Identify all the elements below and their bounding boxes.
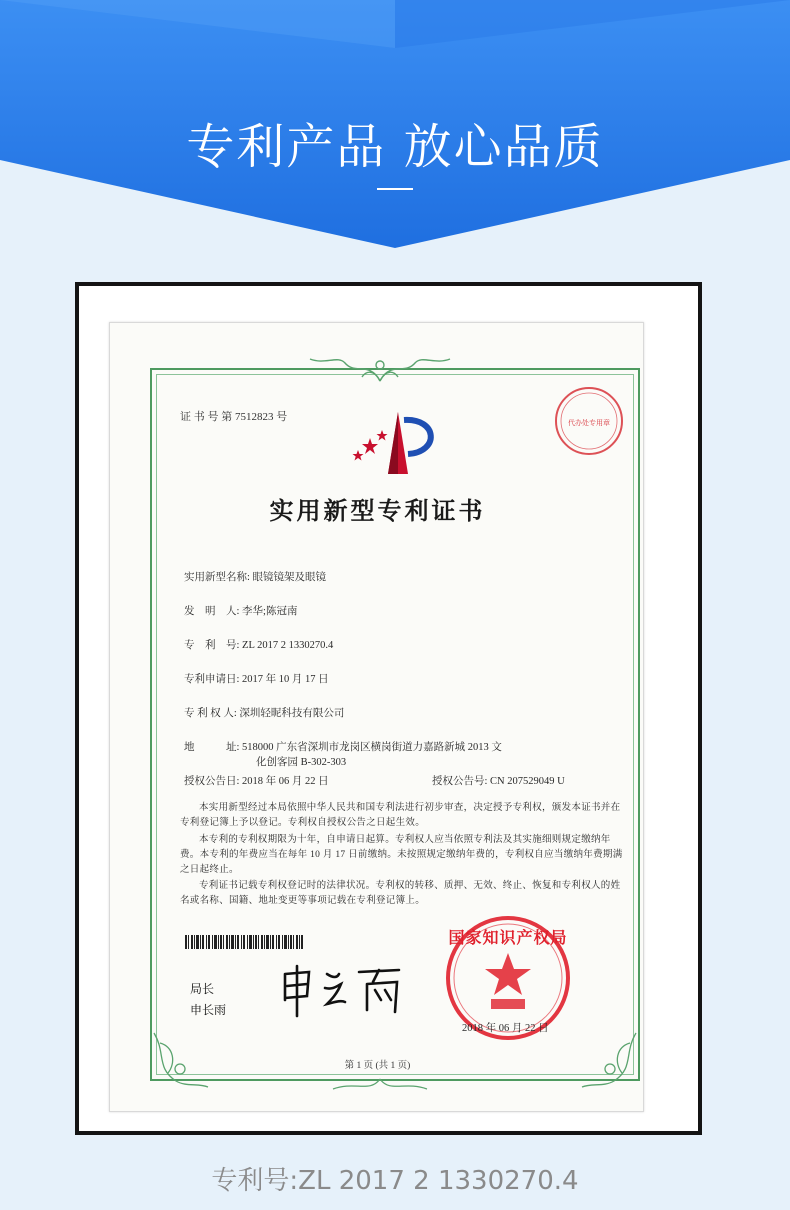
title-underline <box>377 188 413 190</box>
field-owner-value: 深圳轻昵科技有限公司 <box>239 708 345 719</box>
handwritten-signature-icon <box>275 960 405 1020</box>
signature-role: 局长 <box>190 982 215 996</box>
field-inventor <box>184 603 297 618</box>
seal-text: 国家知识产权局 <box>448 928 568 947</box>
field-grant-date-value: 2018 年 06 月 22 日 <box>242 776 329 787</box>
field-owner-label: 专 利 权 人: <box>184 708 237 719</box>
agency-stamp-icon <box>551 383 627 459</box>
field-address-value-line1: 518000 广东省深圳市龙岗区横岗街道力嘉路新城 2013 文 <box>242 742 502 753</box>
paragraph-1: 本实用新型经过本局依照中华人民共和国专利法进行初步审查，决定授予专利权，颁发本证书并在专利登记簿上予以登记。专利权自授权公告之日起生效。 <box>180 803 621 828</box>
top-ornament <box>300 351 460 385</box>
field-apply-date-value: 2017 年 10 月 17 日 <box>242 674 329 685</box>
field-patent-number-value: ZL 2017 2 1330270.4 <box>242 640 334 651</box>
bottom-ornament <box>325 1075 435 1097</box>
field-apply-date <box>184 671 329 686</box>
field-name <box>184 569 326 584</box>
banner-title: 专利产品 放心品质 <box>186 119 604 175</box>
signature-name: 申长雨 <box>190 1003 227 1017</box>
barcode-icon <box>185 935 303 949</box>
field-grant-number <box>432 773 565 788</box>
top-banner <box>0 0 790 250</box>
paragraph-3: 专利证书记载专利权登记时的法律状况。专利权的转移、质押、无效、终止、恢复和专利权人的姓名或名称、国籍、地址变更等事项记载在专利登记簿上。 <box>180 881 621 906</box>
field-grant-number-label: 授权公告号: <box>432 776 488 787</box>
field-owner <box>184 705 344 720</box>
paragraph-2: 本专利的专利权期限为十年，自申请日起算。专利权人应当依照专利法及其实施细则规定缴纳年费。本专利的年费应当在每年 10 月 17 日前缴纳。未按照规定缴纳年费的，专利权自应当缴纳年费期满之日起终止。 <box>180 835 623 875</box>
field-name-value: 眼镜镜架及眼镜 <box>252 572 327 583</box>
field-apply-date-label: 专利申请日: <box>184 674 240 685</box>
field-grant-date-label: 授权公告日: <box>184 776 240 787</box>
certificate-frame <box>75 282 702 1135</box>
field-name-label: 实用新型名称: <box>184 572 250 583</box>
certificate-title: 实用新型专利证书 <box>269 499 486 525</box>
field-address-line2: 化创客园 B-302-303 <box>256 757 347 768</box>
field-address-label: 地 址: <box>184 742 240 753</box>
field-inventor-value: 李华;陈冠南 <box>242 606 298 617</box>
certificate-number: 证 书 号 第 7512823 号 <box>180 411 288 423</box>
patent-number-caption: 专利号:ZL 2017 2 1330270.4 <box>211 1166 579 1196</box>
page-number: 第 1 页 (共 1 页) <box>344 1061 411 1071</box>
field-patent-number <box>184 637 333 652</box>
certificate-paper <box>109 322 644 1112</box>
field-grant-date <box>184 773 329 788</box>
agency-stamp-text: 代办处专用章 <box>568 419 610 427</box>
field-address <box>184 739 502 754</box>
field-patent-number-label: 专 利 号: <box>184 640 240 651</box>
field-grant-number-value: CN 207529049 U <box>490 776 565 787</box>
field-inventor-label: 发 明 人: <box>184 606 240 617</box>
patent-office-emblem-icon <box>348 408 448 478</box>
seal-date: 2018 年 06 月 22 日 <box>462 1023 549 1034</box>
